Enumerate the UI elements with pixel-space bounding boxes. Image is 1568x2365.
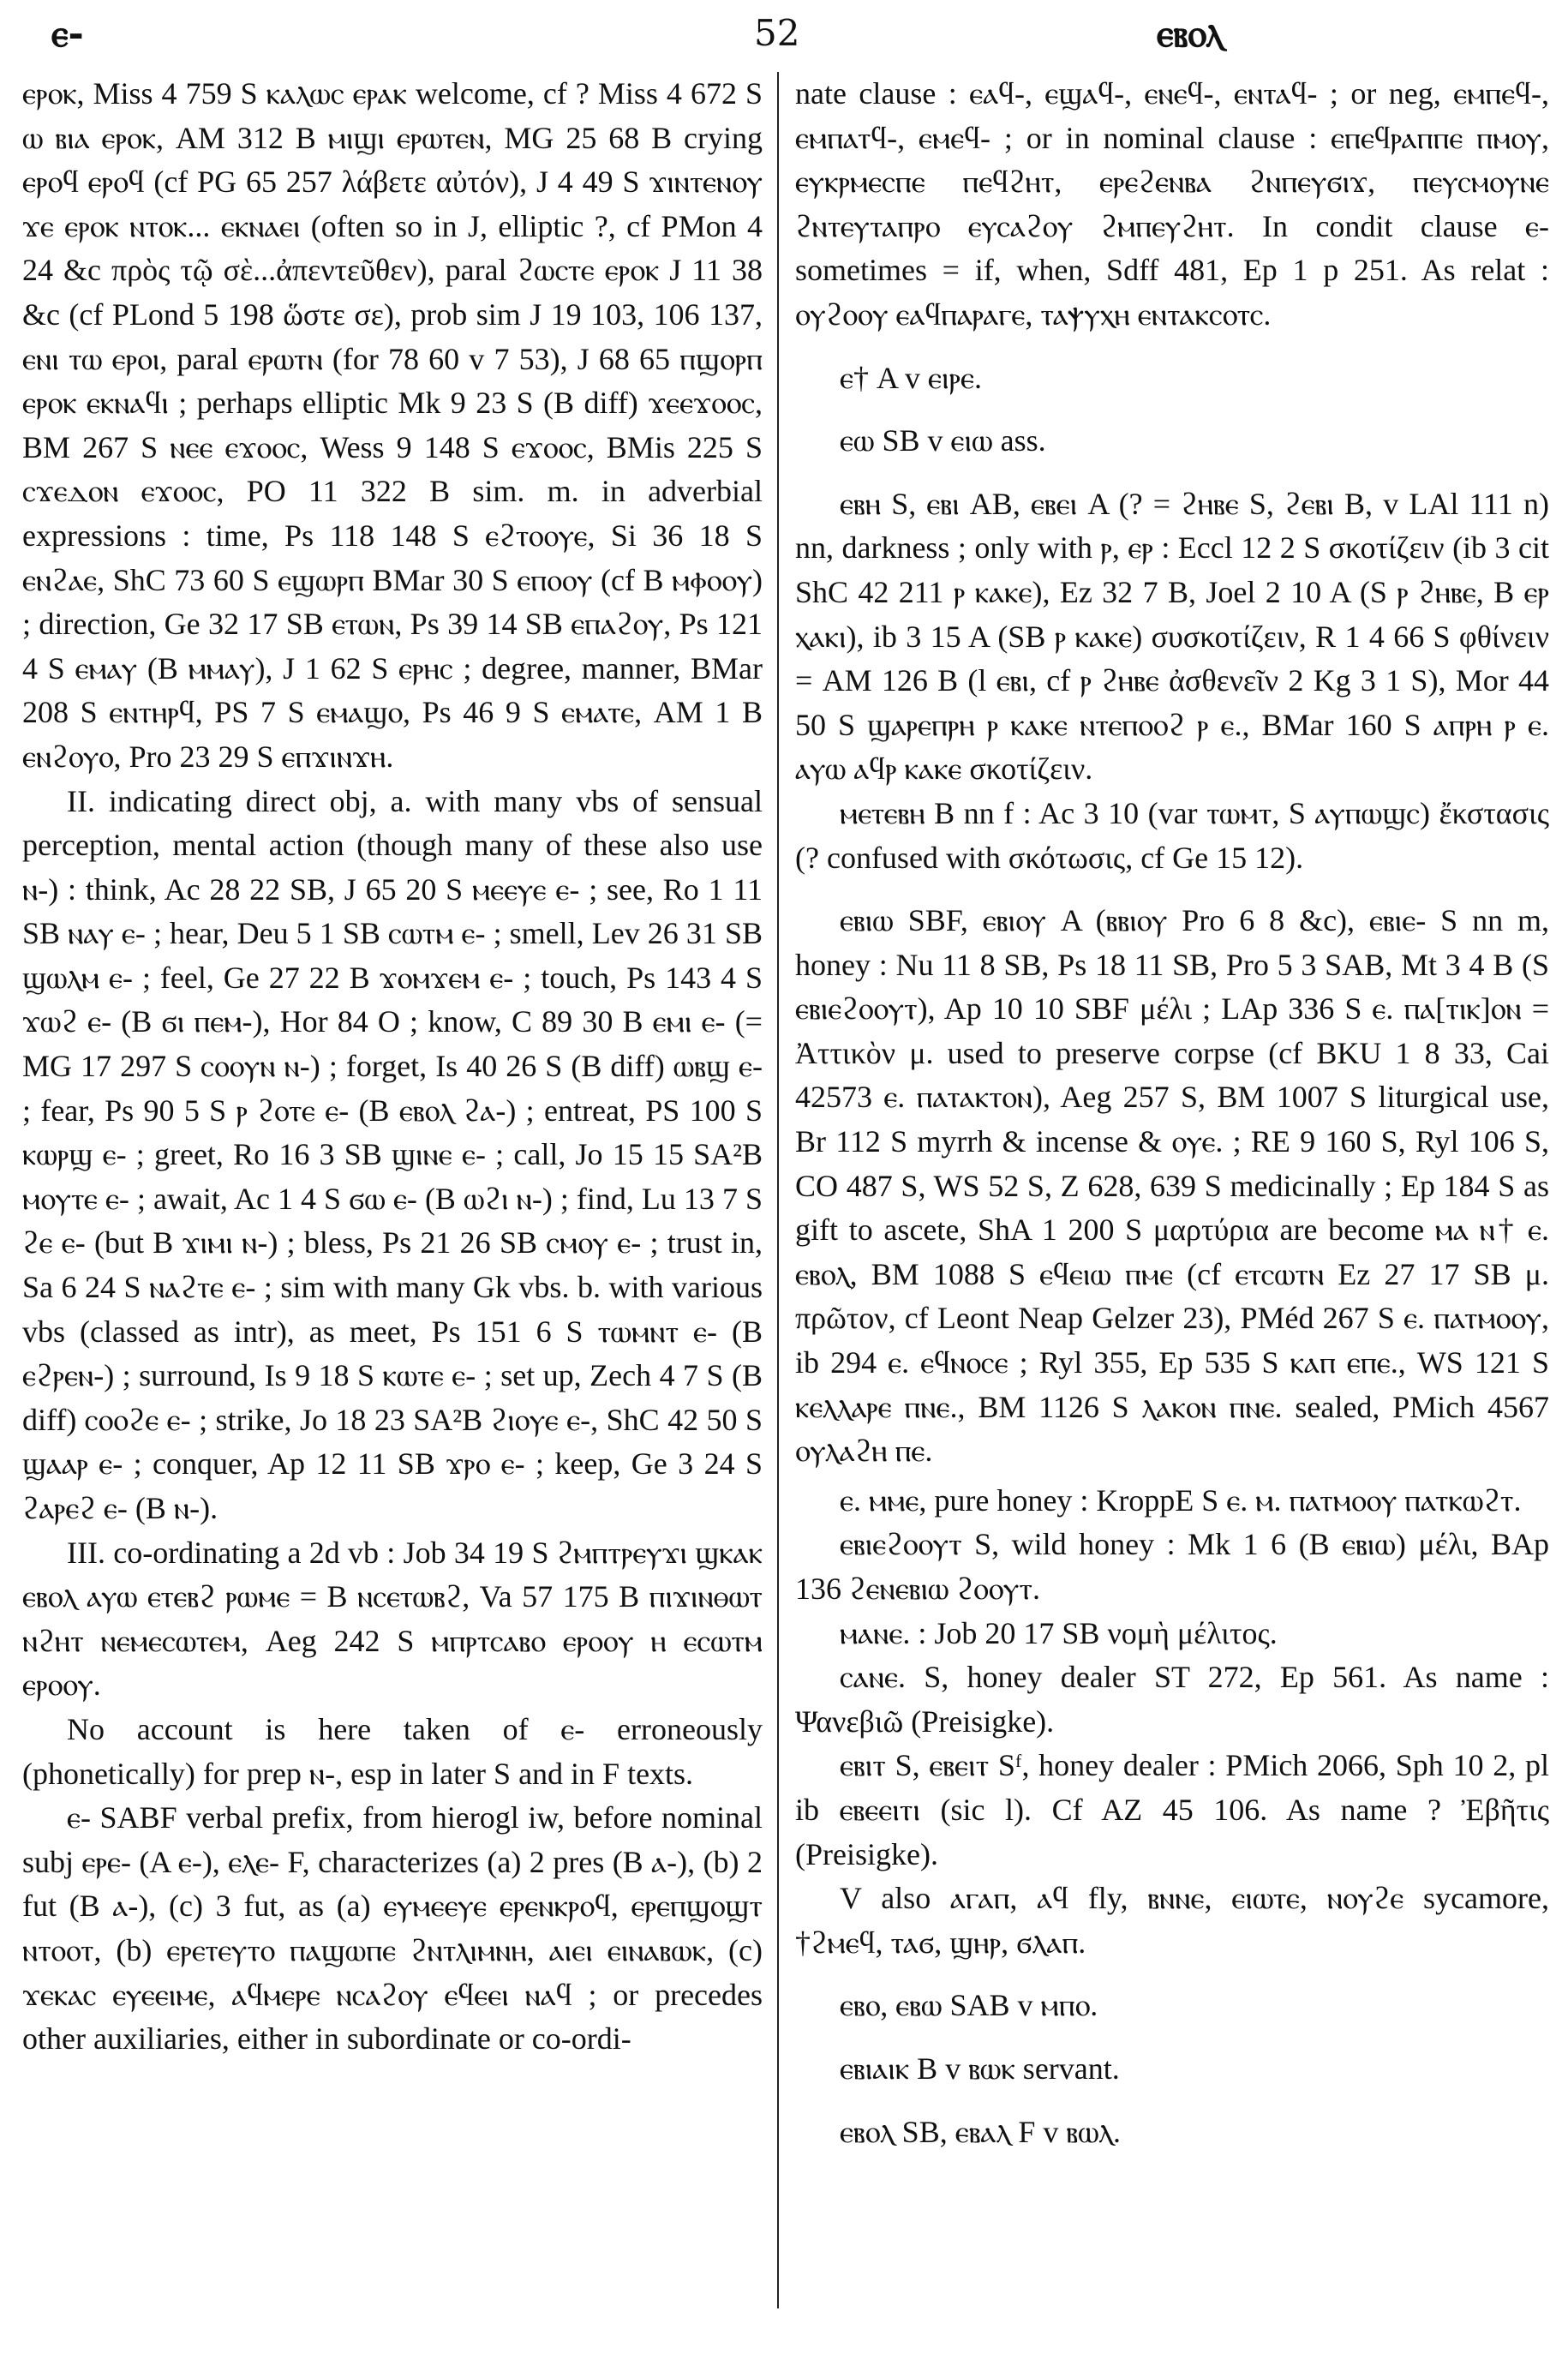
entry-paragraph: ⲉⲣⲟⲕ, Miss 4 759 S ⲕⲁⲗⲱⲥ ⲉⲣⲁⲕ welcome, cf ? Miss 4 672 S ⲱ ⲃⲓⲁ ⲉⲣⲟⲕ, AM 312 B ⲙⲓϣⲓ ⲉⲣⲱⲧⲉⲛ, MG 25 68 B crying ⲉⲣⲟϥ ⲉⲣⲟϥ (cf PG 65 257 λάβετε αὐτόν), J 4 49 S ϫⲓⲛⲧⲉⲛⲟⲩ ϫⲉ ⲉⲣⲟⲕ ⲛⲧⲟⲕ... ⲉⲕⲛⲁⲉⲓ (often so in J, elliptic ?, cf PMon 4 24 &c πρὸς τῷ σὲ...ἀπεντεῦθεν), paral ϩⲱⲥⲧⲉ ⲉⲣⲟⲕ J 11 38 &c (cf PLond 5 198 ὥστε σε), prob sim J 19 103, 106 137, ⲉⲛⲓ ⲧⲱ ⲉⲣⲟⲓ, paral ⲉⲣⲱⲧⲛ (for 78 60 v 7 53), J 68 65 ⲡϣⲟⲣⲡ ⲉⲣⲟⲕ ⲉⲕⲛⲁϥⲓ ; perhaps elliptic Mk 9 23 S (B diff) ϫⲉⲉϫⲟⲟⲥ, BM 267 S ⲛⲉⲉ ⲉϫⲟⲟⲥ, Wess 9 148 S ⲉϫⲟⲟⲥ, BMis 225 S ⲥϫⲉⲇⲟⲛ ⲉϫⲟⲟⲥ, PO 11 322 B sim. m. in adverbial expressions : time, Ps 118 148 S ⲉϩⲧⲟⲟⲩⲉ, Si 36 18 S ⲉⲛϩⲁⲉ, ShC 73 60 S ⲉϣⲱⲣⲡ BMar 30 S ⲉⲡⲟⲟⲩ (cf B ⲙⲫⲟⲟⲩ) ; direction, Ge 32 17 SB ⲉⲧⲱⲛ, Ps 39 14 SB ⲉⲡⲁϩⲟⲩ, Ps 121 4 S ⲉⲙⲁⲩ (B ⲙⲙⲁⲩ), J 1 62 S ⲉⲣⲏⲥ ; degree, manner, BMar 208 S ⲉⲛⲧⲏⲣϥ, PS 7 S ⲉⲙⲁϣⲟ, Ps 46 9 S ⲉⲙⲁⲧⲉ, AM 1 B ⲉⲛϩⲟⲩⲟ, Pro 23 29 S ⲉⲡϫⲓⲛϫⲏ. bbox=[22, 76, 763, 774]
note-paragraph: No account is here taken of ⲉ- erroneously (phonetically) for prep ⲛ-, esp in later S and in F texts. bbox=[22, 1711, 763, 1791]
entry-paragraph: V also ⲁⲅⲁⲡ, ⲁϥ fly, ⲃⲛⲛⲉ, ⲉⲓⲱⲧⲉ, ⲛⲟⲩϩⲉ sycamore, †ϩⲙⲉϥ, ⲧⲁϭ, ϣⲏⲣ, ϭⲗⲁⲡ. bbox=[795, 1881, 1549, 1960]
entry-paragraph: ⲉⲃⲓⲱ SBF, ⲉⲃⲓⲟⲩ A (ⲃⲃⲓⲟⲩ Pro 6 8 &c), ⲉⲃⲓⲉ- S nn m, honey : Nu 11 8 SB, Ps 18 11 SB, Pro 5 3 SAB, Mt 3 4 B (S ⲉⲃⲓⲉϩⲟⲟⲩⲧ), Ap 10 10 SBF μέλι ; LAp 336 S ⲉ. ⲡⲁ[ⲧⲓⲕ]ⲟⲛ = Ἀττικὸν μ. used to preserve corpse (cf BKU 1 8 33, Cai 42573 ⲉ. ⲡⲁⲧⲁⲕⲧⲟⲛ), Aeg 257 S, BM 1007 S liturgical use, Br 112 S myrrh & incense & ⲟⲩⲉ. ; RE 9 160 S, Ryl 106 S, CO 487 S, WS 52 S, Z 628, 639 S medicinally ; Ep 184 S as gift to ascete, ShA 1 200 S μαρτύρια are become ⲙⲁ ⲛ† ⲉ. ⲉⲃⲟⲗ, BM 1088 S ⲉϥⲉⲓⲱ ⲡⲙⲉ (cf ⲉⲧⲥⲱⲧⲛ Ez 27 17 SB μ. πρῶτον, cf Leont Neap Gelzer 23), PMéd 267 S ⲉ. ⲡⲁⲧⲙⲟⲟⲩ, ib 294 ⲉ. ⲉϥⲛⲟⲥⲉ ; Ryl 355, Ep 535 S ⲕⲁⲡ ⲉⲡⲉ., WS 121 S ⲕⲉⲗⲗⲁⲣⲉ ⲡⲛⲉ., BM 1126 S ⲗⲁⲕⲟⲛ ⲡⲛⲉ. sealed, PMich 4567 ⲟⲩⲗⲁϩⲏ ⲡⲉ. bbox=[795, 903, 1549, 1469]
entry-paragraph: ⲉ- SABF verbal prefix, from hierogl iw, before nominal subj ⲉⲣⲉ- (A ⲉ-), ⲉⲗⲉ- F, characterizes (a) 2 pres (B ⲁ-), (b) 2 fut (B ⲁ-), (c) 3 fut, as (a) ⲉⲩⲙⲉⲉⲩⲉ ⲉⲣⲉⲛⲕⲣⲟϥ, ⲉⲣⲉⲡϣⲟϣⲧ ⲛⲧⲟⲟⲧ, (b) ⲉⲣⲉⲧⲉⲩⲧⲟ ⲡⲁϣⲱⲡⲉ ϩⲛⲧⲗⲓⲙⲛⲏ, ⲁⲓⲉⲓ ⲉⲓⲛⲁⲃⲱⲕ, (c) ϫⲉⲕⲁⲥ ⲉⲩⲉⲉⲓⲙⲉ, ⲁϥⲙⲉⲣⲉ ⲛⲥⲁϩⲟⲩ ⲉϥⲉⲉⲓ ⲛⲁϥ ; or precedes other auxiliaries, either in subordinate or co-ordi- bbox=[22, 1800, 763, 2057]
column-divider bbox=[777, 72, 779, 2308]
entry-crossref: ⲉⲱ SB v ⲉⲓⲱ ass. bbox=[840, 423, 1046, 458]
entry-paragraph: ⲥⲁⲛⲉ. S, honey dealer ST 272, Ep 561. As name : Ψανεβιῶ (Preisigke). bbox=[795, 1660, 1549, 1739]
entry-paragraph: III. co-ordinating a 2d vb : Job 34 19 S ϩⲙⲡⲧⲣⲉⲩϫⲓ ϣⲕⲁⲕ ⲉⲃⲟⲗ ⲁⲩⲱ ⲉⲧⲉⲃϩ ⲣⲱⲙⲉ = B ⲛⲥⲉⲧⲱⲃϩ, Va 57 175 B ⲡⲓϫⲓⲛⲑⲱⲧ ⲛϩⲏⲧ ⲛⲉⲙⲉⲥⲱⲧⲉⲙ, Aeg 242 S ⲙⲡⲣⲧⲥⲁⲃⲟ ⲉⲣⲟⲟⲩ ⲏ ⲉⲥⲱⲧⲙ ⲉⲣⲟⲟⲩ. bbox=[22, 1535, 763, 1703]
entry-paragraph: ⲙⲁⲛⲉ. : Job 20 17 SB νομὴ μέλιτος. bbox=[840, 1615, 1278, 1650]
entry-crossref: ⲉⲃⲟ, ⲉⲃⲱ SAB v ⲙⲡⲟ. bbox=[840, 1988, 1098, 2023]
entry-paragraph: ⲉ. ⲙⲙⲉ, pure honey : KroppE S ⲉ. ⲙ. ⲡⲁⲧⲙⲟⲟⲩ ⲡⲁⲧⲕⲱϩⲧ. bbox=[840, 1482, 1522, 1518]
entry-paragraph: nate clause : ⲉⲁϥ-, ⲉϣⲁϥ-, ⲉⲛⲉϥ-, ⲉⲛⲧⲁϥ- ; or neg, ⲉⲙⲡⲉϥ-, ⲉⲙⲡⲁⲧϥ-, ⲉⲙⲉϥ- ; or in nominal clause : ⲉⲡⲉϥⲣⲁⲡⲡⲉ ⲡⲙⲟⲩ, ⲉⲩⲕⲣⲙⲉⲥⲡⲉ ⲡⲉϥϩⲏⲧ, ⲉⲣⲉϩⲉⲛⲃⲁ ϩⲛⲡⲉⲩϭⲓϫ, ⲡⲉⲩⲥⲙⲟⲩⲛⲉ ϩⲛⲧⲉⲩⲧⲁⲡⲣⲟ ⲉⲩⲥⲁϩⲟⲩ ϩⲙⲡⲉⲩϩⲏⲧ. In condit clause ⲉ- sometimes = if, when, Sdff 481, Ep 1 p 251. As relat : ⲟⲩϩⲟⲟⲩ ⲉⲁϥⲡⲁⲣⲁⲅⲉ, ⲧⲁⲯⲩⲭⲏ ⲉⲛⲧⲁⲕⲥⲟⲧⲥ. bbox=[795, 76, 1549, 332]
entry-paragraph: ⲙⲉⲧⲉⲃⲏ B nn f : Ac 3 10 (var ⲧⲱⲙⲧ, S ⲁⲩⲡⲱϣⲥ) ἔκστασις (? confused with σκότωσις, cf Ge 15 12). bbox=[795, 795, 1549, 875]
entry-paragraph: ⲉⲃⲓⲧ S, ⲉⲃⲉⲓⲧ Sᶠ, honey dealer : PMich 2066, Sph 10 2, pl ib ⲉⲃⲉⲉⲓⲧⲓ (sic l). Cf AZ 45 106. As name ? Ἐβῆτις (Preisigke). bbox=[795, 1748, 1549, 1871]
right-column bbox=[795, 72, 1549, 2154]
entry-paragraph: ⲉⲃⲓⲉϩⲟⲟⲩⲧ S, wild honey : Mk 1 6 (B ⲉⲃⲓⲱ) μέλι, BAp 136 ϩⲉⲛⲉⲃⲓⲱ ϩⲟⲟⲩⲧ. bbox=[795, 1527, 1549, 1606]
header-right-headword: ⲉⲃⲟⲗ bbox=[1157, 12, 1224, 56]
entry-paragraph: II. indicating direct obj, a. with many vbs of sensual perception, mental action (though many of these also use ⲛ-) : think, Ac 28 22 SB, J 65 20 S ⲙⲉⲉⲩⲉ ⲉ- ; see, Ro 1 11 SB ⲛⲁⲩ ⲉ- ; hear, Deu 5 1 SB ⲥⲱⲧⲙ ⲉ- ; smell, Lev 26 31 SB ϣⲱⲗⲙ ⲉ- ; feel, Ge 27 22 B ϫⲟⲙϫⲉⲙ ⲉ- ; touch, Ps 143 4 S ϫⲱϩ ⲉ- (B ϭⲓ ⲡⲉⲙ-), Hor 84 O ; know, C 89 30 B ⲉⲙⲓ ⲉ- (= MG 17 297 S ⲥⲟⲟⲩⲛ ⲛ-) ; forget, Is 40 26 S (B diff) ⲱⲃϣ ⲉ- ; fear, Ps 90 5 S ⲣ ϩⲟⲧⲉ ⲉ- (B ⲉⲃⲟⲗ ϩⲁ-) ; entreat, PS 100 S ⲕⲱⲣϣ ⲉ- ; greet, Ro 16 3 SB ϣⲓⲛⲉ ⲉ- ; call, Jo 15 15 SA²B ⲙⲟⲩⲧⲉ ⲉ- ; await, Ac 1 4 S ϭⲱ ⲉ- (B ⲱϩⲓ ⲛ-) ; find, Lu 13 7 S ϩⲉ ⲉ- (but B ϫⲓⲙⲓ ⲛ-) ; bless, Ps 21 26 SB ⲥⲙⲟⲩ ⲉ- ; trust in, Sa 6 24 S ⲛⲁϩⲧⲉ ⲉ- ; sim with many Gk vbs. b. with various vbs (classed as intr), as meet, Ps 151 6 S ⲧⲱⲙⲛⲧ ⲉ- (B ⲉϩⲣⲉⲛ-) ; surround, Is 9 18 S ⲕⲱⲧⲉ ⲉ- ; set up, Zech 4 7 S (B diff) ⲥⲟⲟϩⲉ ⲉ- ; strike, Jo 18 23 SA²B ϩⲓⲟⲩⲉ ⲉ-, ShC 42 50 S ϣⲁⲁⲣ ⲉ- ; conquer, Ap 12 11 SB ϫⲣⲟ ⲉ- ; keep, Ge 3 24 S ϩⲁⲣⲉϩ ⲉ- (B ⲛ-). bbox=[22, 783, 763, 1525]
entry-crossref: ⲉ† A v ⲉⲓⲣⲉ. bbox=[840, 360, 983, 395]
entry-paragraph: ⲉⲃⲏ S, ⲉⲃⲓ AB, ⲉⲃⲉⲓ A (? = ϩⲏⲃⲉ S, ϩⲉⲃⲓ B, v LAl 111 n) nn, darkness ; only with ⲣ, ⲉⲣ : Eccl 12 2 S σκοτίζειν (ib 3 cit ShC 42 211 ⲣ ⲕⲁⲕⲉ), Ez 32 7 B, Joel 2 10 A (S ⲣ ϩⲏⲃⲉ, B ⲉⲣ ⲭⲁⲕⲓ), ib 3 15 A (SB ⲣ ⲕⲁⲕⲉ) συσκοτίζειν, R 1 4 66 S φθίνειν = AM 126 B (l ⲉⲃⲓ, cf ⲣ ϩⲏⲃⲉ ἀσθενεῖν 2 Kg 3 1 S), Mor 44 50 S ϣⲁⲣⲉⲡⲣⲏ ⲣ ⲕⲁⲕⲉ ⲛⲧⲉⲡⲟⲟϩ ⲣ ⲉ., BMar 160 S ⲁⲡⲣⲏ ⲣ ⲉ. ⲁⲩⲱ ⲁϥⲣ ⲕⲁⲕⲉ σκοτίζειν. bbox=[795, 486, 1549, 787]
left-column bbox=[22, 72, 763, 2062]
header-left-headword: ⲉ- bbox=[51, 12, 84, 56]
page-number: 52 bbox=[754, 12, 800, 54]
entry-crossref: ⲉⲃⲟⲗ SB, ⲉⲃⲁⲗ F v ⲃⲱⲗ. bbox=[840, 2114, 1121, 2149]
entry-crossref: ⲉⲃⲓⲁⲓⲕ B v ⲃⲱⲕ servant. bbox=[840, 2051, 1120, 2086]
page-header bbox=[0, 12, 1568, 67]
